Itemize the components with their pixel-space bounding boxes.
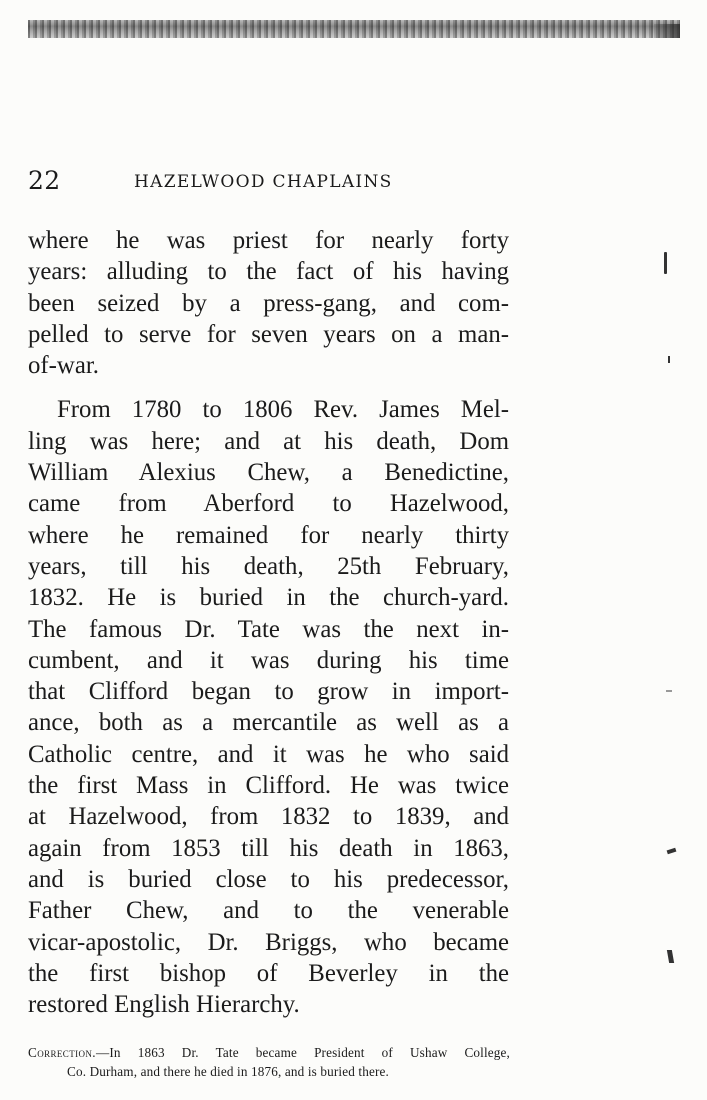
paragraph-gap — [28, 381, 509, 394]
text-line: ling was here; and at his death, Dom — [28, 427, 509, 455]
text-line: been seized by a press-gang, and com- — [28, 289, 509, 317]
footnote-label: Correction. — [28, 1045, 96, 1060]
text-line: The famous Dr. Tate was the next in- — [28, 615, 509, 643]
footnote-line — [28, 1043, 510, 1062]
scanned-page-edge — [28, 20, 680, 38]
body-text — [28, 225, 509, 1020]
text-line: where he was priest for nearly forty — [28, 227, 509, 254]
text-line: that Clifford began to grow in import- — [28, 678, 509, 706]
text-line: years, till his death, 25th February, — [28, 552, 509, 580]
footnote-line: Co. Durham, and there he died in 1876, and is buried there. — [67, 1064, 389, 1079]
text-line: William Alexius Chew, a Benedictine, — [28, 459, 509, 487]
scan-speck — [664, 252, 667, 274]
text-line: at Hazelwood, from 1832 to 1839, and — [28, 803, 509, 831]
text-line: restored English Hierarchy. — [28, 991, 300, 1019]
text-line: the first Mass in Clifford. He was twice — [28, 772, 509, 800]
text-line: years: alluding to the fact of his having — [28, 258, 509, 286]
text-line: came from Aberford to Hazelwood, — [28, 490, 509, 518]
text-line: cumbent, and it was during his time — [28, 646, 509, 674]
scan-speck — [667, 848, 677, 855]
text-line: Father Chew, and to the venerable — [28, 897, 509, 925]
running-title: HAZELWOOD CHAPLAINS — [134, 172, 393, 192]
footnote — [28, 1043, 510, 1081]
page-number: 22 — [28, 166, 61, 195]
scan-speck — [667, 950, 674, 963]
text-line: 1832. He is buried in the church-yard. — [28, 584, 509, 612]
footnote-text: —In 1863 Dr. Tate became President of Ushaw College, — [96, 1045, 510, 1060]
scan-speck — [668, 356, 670, 363]
scan-speck — [666, 690, 672, 692]
running-head — [28, 166, 648, 196]
text-line: From 1780 to 1806 Rev. James Mel- — [57, 396, 509, 424]
text-line: where he remained for nearly thirty — [28, 521, 509, 549]
text-line: ance, both as a mercantile as well as a — [28, 709, 509, 737]
text-line: Catholic centre, and it was he who said — [28, 740, 509, 768]
text-line: vicar-apostolic, Dr. Briggs, who became — [28, 928, 509, 956]
text-line: pelled to serve for seven years on a man- — [28, 320, 509, 348]
text-line: the first bishop of Beverley in the — [28, 959, 509, 987]
text-line: and is buried close to his predecessor, — [28, 865, 509, 893]
text-line: again from 1853 till his death in 1863, — [28, 834, 509, 862]
text-line: of-war. — [28, 352, 99, 380]
